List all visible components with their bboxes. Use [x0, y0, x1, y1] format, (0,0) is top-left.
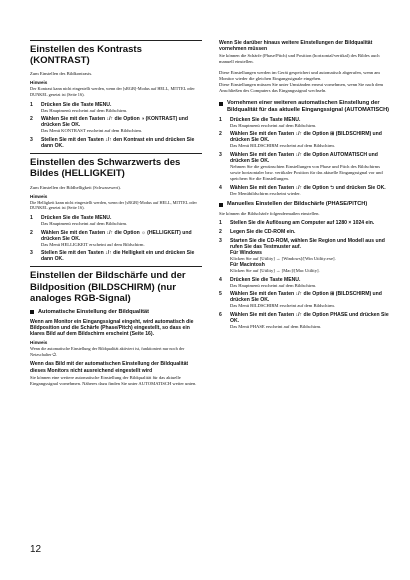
step-list [219, 117, 391, 197]
subheading [219, 201, 391, 208]
step-instruction: Stellen Sie mit den Tasten ↓/↑ die Helligkeit ein und drücken Sie dann OK. [41, 250, 195, 263]
bold-paragraph: Wenn das Bild mit der automatischen Einstellung der Bildqualität dieses Monitors nicht ausreichend eingestellt wird [30, 361, 189, 374]
hinweis-text: Der Kontrast kann nicht eingestellt werden, wenn der [sRGB]-Modus auf HELL, MITTEL oder DUNKEL gesetzt ist (Seite 16). [30, 86, 195, 97]
step-number: 3 [30, 137, 33, 144]
step-item [219, 291, 391, 309]
step-item [219, 262, 391, 274]
step-instruction: Stellen Sie die Auflösung am Computer auf 1280 × 1024 ein. [230, 219, 375, 226]
step-instruction: Stellen Sie mit den Tasten ↓/↑ den Kontrast ein und drücken Sie dann OK. [41, 137, 195, 150]
paragraph: Sie können eine weitere automatische Einstellung der Bildqualität für das aktuelle Eingangssignal vornehmen. Näheres dazu finden Sie unter AUTOMATISCH weiter unten. [30, 374, 197, 386]
step-number: 1 [30, 214, 33, 221]
os-label: Für Windows [230, 249, 262, 256]
step-item [219, 117, 391, 129]
step-list [30, 215, 202, 263]
step-result: Das Hauptmenü erscheint auf dem Bildschirm. [41, 220, 128, 226]
step-number: 1 [219, 116, 222, 123]
step-instruction: Wählen Sie mit den Tasten ↓/↑ die Option PHASE und drücken Sie OK. [230, 312, 389, 325]
step-number: 1 [219, 219, 222, 226]
step-result: Nehmen Sie die gewünschten Einstellungen von Phase und Pitch des Bildschirms sowie horizontaler bzw. vertikaler Position für das aktuelle Eingangssignal vor und speichern Sie die Einstellungen. [230, 164, 383, 181]
step-instruction: Wählen Sie mit den Tasten ↓/↑ die Option ☼ (HELLIGKEIT) und drücken Sie OK. [41, 229, 192, 242]
subheading-text: Manuelles Einstellen der Bildschärfe (PHASE/PITCH) [227, 201, 368, 208]
step-number: 2 [219, 228, 222, 235]
section-title-kontrast: Einstellen des Kontrasts (KONTRAST) [30, 44, 142, 67]
step-result: Das Menü KONTRAST erscheint auf dem Bildschirm. [41, 128, 143, 134]
subheading [219, 100, 391, 113]
paragraph: Sie können die Schärfe (Phase/Pitch) und Position (horizontal/vertikal) des Bildes auch manuell einstellen. [219, 53, 380, 65]
page-number: 12 [30, 544, 42, 555]
paragraph: Sie können die Bildschärfe folgendermaßen einstellen. [219, 210, 320, 216]
step-number: 2 [30, 229, 33, 236]
step-item [30, 102, 202, 114]
step-result: Klicken Sie auf [Utility] → [Windows]/[Win Utility.exe]. [230, 255, 336, 261]
step-result: Der Menübildschirm erscheint wieder. [230, 190, 301, 196]
hinweis-text: Die Helligkeit kann nicht eingestellt werden, wenn der [sRGB]-Modus auf HELL, MITTEL oder DUNKEL gesetzt ist (Seite 16). [30, 199, 197, 211]
step-item [219, 312, 391, 330]
step-number: 3 [219, 237, 222, 244]
hinweis-title: Hinweis [30, 193, 48, 199]
step-item [219, 229, 391, 235]
step-item [219, 250, 391, 262]
step-instruction: Starten Sie die CD-ROM, wählen Sie Region und Modell aus und rufen Sie das Testmuster auf. [230, 237, 385, 250]
hinweis-title: Hinweis [30, 340, 48, 346]
square-bullet-icon [219, 203, 223, 207]
step-result: Das Hauptmenü erscheint auf dem Bildschirm. [230, 122, 317, 128]
step-instruction: Drücken Sie die Taste MENU. [230, 276, 301, 283]
step-item [30, 230, 202, 248]
step-result: Das Menü HELLIGKEIT erscheint auf dem Bildschirm. [41, 241, 145, 247]
step-instruction: Drücken Sie die Taste MENU. [41, 101, 112, 108]
step-instruction: Wählen Sie mit den Tasten ↓/↑ die Option AUTOMATISCH und drücken Sie OK. [230, 152, 378, 165]
hinweis-text: Wenn die automatische Einstellung der Bildqualität aktiviert ist, funktioniert nur noch der Netzschalter ⏻. [30, 346, 185, 357]
step-instruction: Wählen Sie mit den Tasten ↓/↑ die Option ◑ (KONTRAST) und drücken Sie OK. [41, 116, 189, 129]
step-item [30, 116, 202, 134]
step-item [219, 185, 391, 197]
section-rule [30, 40, 202, 41]
step-list [219, 220, 391, 330]
step-item [219, 238, 391, 250]
step-number: 1 [30, 101, 33, 108]
step-item [30, 215, 202, 227]
step-result: Das Menü BILDSCHIRM erscheint auf dem Bildschirm. [230, 143, 336, 149]
step-list [30, 102, 202, 150]
hinweis-title: Hinweis [30, 80, 48, 86]
step-instruction: Drücken Sie die Taste MENU. [230, 116, 301, 123]
section-title-helligkeit: Einstellen des Schwarzwerts des Bildes (HELLIGKEIT) [30, 157, 181, 180]
bold-paragraph: Wenn Sie darüber hinaus weitere Einstellungen der Bildqualität vornehmen müssen [219, 40, 373, 53]
step-number: 5 [219, 291, 222, 298]
step-item [30, 137, 202, 149]
step-number: 2 [219, 131, 222, 138]
paragraph: Diese Einstellungen müssen Sie unter Umständen erneut vornehmen, wenn Sie nach dem Anschließen des Computers das Eingangssignal wechseln. [219, 82, 384, 94]
left-column [30, 40, 202, 390]
step-item [219, 131, 391, 149]
step-result: Das Hauptmenü erscheint auf dem Bildschirm. [41, 107, 128, 113]
paragraph: Diese Einstellungen werden im Gerät gespeichert und automatisch abgerufen, wenn am Monitor wieder die gleichen Eingangssignale eingehen. [219, 70, 380, 82]
step-result: Das Menü PHASE erscheint auf dem Bildschirm. [230, 324, 322, 330]
right-column [219, 40, 391, 333]
square-bullet-icon [219, 102, 223, 106]
step-number: 3 [30, 250, 33, 257]
section-intro: Zum Einstellen der Bildhelligkeit (Schwarzwert). [30, 184, 121, 190]
section-title-bildschirm: Einstellen der Bildschärfe und der Bildposition (BILDSCHIRM) (nur analoges RGB-Signal) [30, 270, 186, 304]
square-bullet-icon [30, 310, 34, 314]
subheading [30, 309, 202, 316]
os-label: Für Macintosh [230, 261, 265, 268]
step-instruction: Legen Sie die CD-ROM ein. [230, 228, 296, 235]
step-number: 2 [30, 116, 33, 123]
step-instruction: Drücken Sie die Taste MENU. [41, 214, 112, 221]
step-result: Das Hauptmenü erscheint auf dem Bildschirm. [230, 282, 317, 288]
step-instruction: Wählen Sie mit den Tasten ↓/↑ die Option ⊞ (BILDSCHIRM) und drücken Sie OK. [230, 291, 382, 304]
step-result: Klicken Sie auf [Utility] → [Mac]/[Mac Utility]. [230, 267, 320, 273]
step-item [219, 152, 391, 181]
section-intro: Zum Einstellen des Bildkontrasts. [30, 71, 93, 77]
step-item [219, 220, 391, 226]
step-result: Das Menü BILDSCHIRM erscheint auf dem Bildschirm. [230, 303, 336, 309]
subheading-text: Automatische Einstellung der Bildqualität [38, 308, 149, 315]
step-item [30, 250, 202, 262]
step-number: 4 [219, 184, 222, 191]
subheading-text: Vornehmen einer weiteren automatischen Einstellung der Bildqualität für das aktuelle Eingangssignal (AUTOMATISCH) [227, 100, 390, 113]
step-item [219, 277, 391, 289]
step-number: 6 [219, 312, 222, 319]
step-number: 3 [219, 152, 222, 159]
section-rule [30, 153, 202, 154]
step-number: 4 [219, 276, 222, 283]
step-instruction: Wählen Sie mit den Tasten ↓/↑ die Option ⮌ und drücken Sie OK. [230, 184, 386, 191]
section-rule [30, 266, 202, 267]
bold-paragraph: Wenn am Monitor ein Eingangssignal eingeht, wird automatisch die Bildposition und die Schärfe (Phase/Pitch) eingestellt, so dass ein klares Bild auf dem Bildschirm erscheint (Seite 16). [30, 318, 194, 337]
step-instruction: Wählen Sie mit den Tasten ↓/↑ die Option ⊞ (BILDSCHIRM) und drücken Sie OK. [230, 131, 382, 144]
